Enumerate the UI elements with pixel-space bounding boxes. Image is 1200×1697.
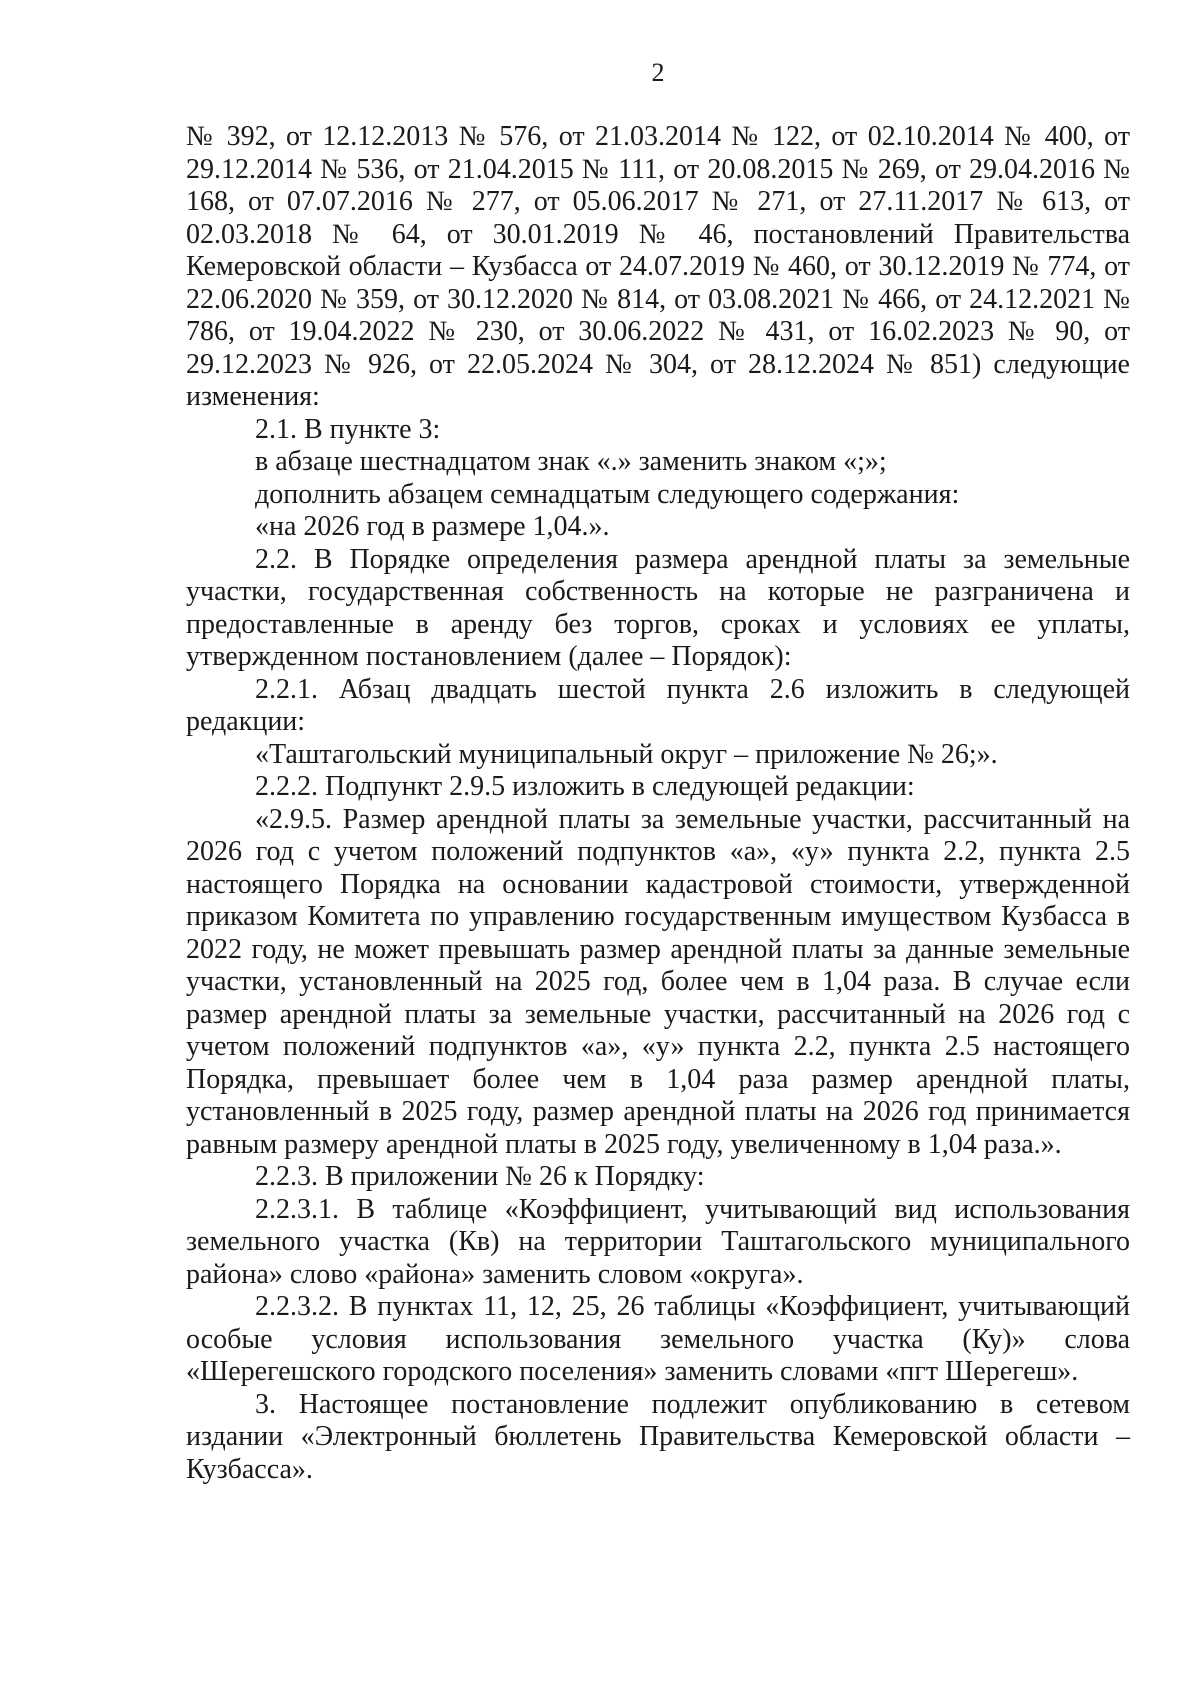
paragraph-2-2-3: 2.2.3. В приложении № 26 к Порядку: bbox=[255, 1161, 705, 1192]
document-body bbox=[186, 121, 1130, 1486]
paragraph-2-1-a: в абзаце шестнадцатом знак «.» заменить знаком «;»; bbox=[255, 446, 887, 477]
paragraph-amendments-list: № 392, от 12.12.2013 № 576, от 21.03.2014 № 122, от 02.10.2014 № 400, от 29.12.2014 № 536, от 21.04.2015 № 111, от 20.08.2015 № 269, от 29.04.2016 № 168, от 07.07.2016 № 277, от 05.06.2017 № 271, от 27.11.2017 № 613, от 02.03.2018 № 64, от 30.01.2019 № 46, постановлений Правительства Кемеровской области – Кузбасса от 24.07.2019 № 460, от 30.12.2019 № 774, от 22.06.2020 № 359, от 30.12.2020 № 814, от 03.08.2021 № 466, от 24.12.2021 № 786, от 19.04.2022 № 230, от 30.06.2022 № 431, от 16.02.2023 № 90, от 29.12.2023 № 926, от 22.05.2024 № 304, от 28.12.2024 № 851) следующие изменения: bbox=[186, 121, 1130, 412]
paragraph-2-2-3-1: 2.2.3.1. В таблице «Коэффициент, учитывающий вид использования земельного участка (Кв) на территории Таштагольского муниципального района» слово «района» заменить словом «округа». bbox=[186, 1193, 1130, 1290]
paragraph-2-1: 2.1. В пункте 3: bbox=[255, 413, 441, 445]
paragraph-2-1-c: «на 2026 год в размере 1,04.». bbox=[255, 511, 610, 542]
paragraph-2-2: 2.2. В Порядке определения размера арендной платы за земельные участки, государственная собственность на которые не разграничена и предоставленные в аренду без торгов, сроках и условиях ее уплаты, утвержденном постановлением (далее – Порядок): bbox=[186, 543, 1130, 672]
paragraph-2-2-1-text: «Таштагольский муниципальный округ – приложение № 26;». bbox=[255, 738, 998, 770]
paragraph-2-2-2: 2.2.2. Подпункт 2.9.5 изложить в следующей редакции: bbox=[255, 771, 915, 802]
paragraph-2-2-3-2: 2.2.3.2. В пунктах 11, 12, 25, 26 таблицы «Коэффициент, учитывающий особые условия использования земельного участка (Ку)» слова «Шерегешского городского поселения» заменить словами «пгт Шерегеш». bbox=[186, 1291, 1130, 1387]
page-number: 2 bbox=[651, 58, 665, 87]
paragraph-2-1-b: дополнить абзацем семнадцатым следующего содержания: bbox=[255, 478, 960, 510]
paragraph-2-2-1: 2.2.1. Абзац двадцать шестой пункта 2.6 изложить в следующей редакции: bbox=[186, 673, 1130, 737]
paragraph-3: 3. Настоящее постановление подлежит опубликованию в сетевом издании «Электронный бюллетень Правительства Кемеровской области – Кузбасса». bbox=[186, 1388, 1130, 1485]
paragraph-2-9-5: «2.9.5. Размер арендной платы за земельные участки, рассчитанный на 2026 год с учетом положений подпунктов «а», «у» пункта 2.2, пункта 2.5 настоящего Порядка на основании кадастровой стоимости, утвержденной приказом Комитета по управлению государственным имуществом Кузбасса в 2022 году, не может превышать размер арендной платы за данные земельные участки, установленный на 2025 год, более чем в 1,04 раза. В случае если размер арендной платы за земельные участки, рассчитанный на 2026 год с учетом положений подпунктов «а», «у» пункта 2.2, пункта 2.5 настоящего Порядка, превышает более чем в 1,04 раза размер арендной платы, установленный в 2025 году, размер арендной платы на 2026 год принимается равным размеру арендной платы в 2025 году, увеличенному в 1,04 раза.». bbox=[186, 803, 1130, 1160]
